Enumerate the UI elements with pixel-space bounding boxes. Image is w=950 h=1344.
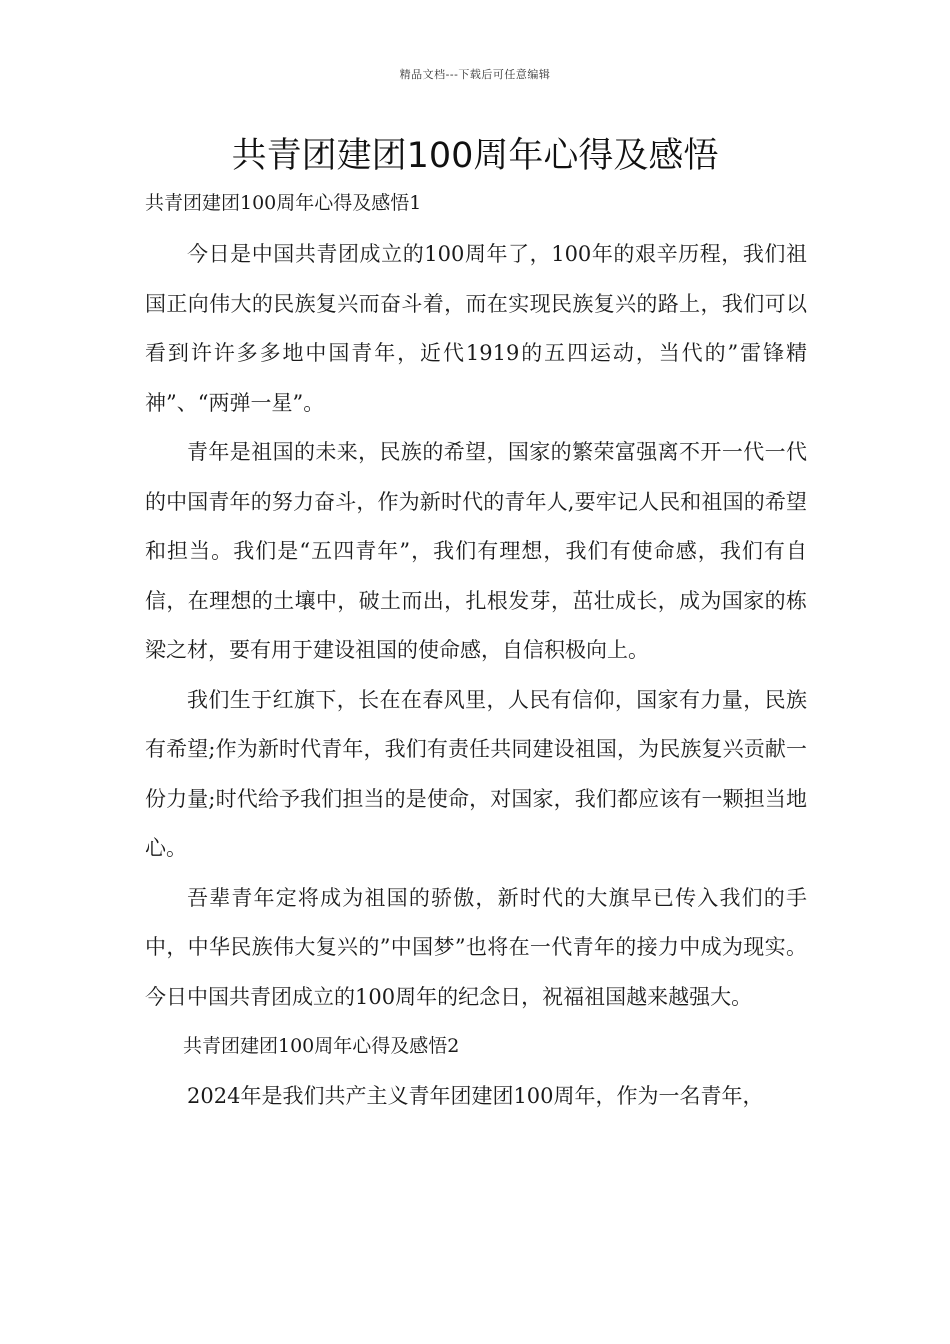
header-note: 精品文档---下载后可任意编辑 [399,68,551,81]
paragraph: 我们生于红旗下，长在在春风里，人民有信仰，国家有力量，民族有希望;作为新时代青年，我们有责任共同建设祖国，为民族复兴贡献一份力量;时代给予我们担当的是使命，对国家，我们都应该有一颗担当地心。 [145,687,807,860]
document-body [145,230,807,1121]
paragraph: 吾辈青年定将成为祖国的骄傲，新时代的大旗早已传入我们的手中，中华民族伟大复兴的”中国梦”也将在一代青年的接力中成为现实。今日中国共青团成立的100周年的纪念日，祝福祖国越来越强大。 [145,885,807,1009]
section-1-heading: 共青团建团100周年心得及感悟1 [145,192,422,214]
paragraph: 2024年是我们共产主义青年团建团100周年，作为一名青年， [187,1083,764,1108]
section-2-heading: 共青团建团100周年心得及感悟2 [183,1035,460,1057]
paragraph: 青年是祖国的未来，民族的希望，国家的繁荣富强离不开一代一代的中国青年的努力奋斗，作为新时代的青年人,要牢记人民和祖国的希望和担当。我们是“五四青年”，我们有理想，我们有使命感，我们有自信，在理想的土壤中，破土而出，扎根发芽，茁壮成长，成为国家的栋梁之材，要有用于建设祖国的使命感，自信积极向上。 [145,440,807,662]
paragraph: 今日是中国共青团成立的100周年了，100年的艰辛历程，我们祖国正向伟大的民族复兴而奋斗着，而在实现民族复兴的路上，我们可以看到许许多多地中国青年，近代1919的五四运动，当代的”雷锋精神”、“两弹一星”。 [145,242,807,415]
document-title: 共青团建团100周年心得及感悟 [231,136,719,176]
